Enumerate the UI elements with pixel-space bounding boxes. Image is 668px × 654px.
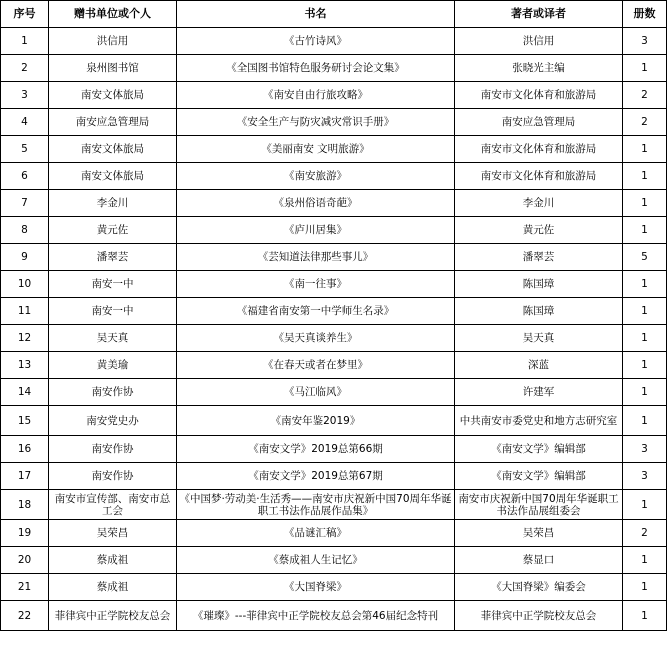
cell-donor: 蔡成祖	[49, 547, 177, 574]
cell-donor: 南安作协	[49, 463, 177, 490]
table-row	[1, 244, 667, 271]
cell-title: 《美丽南安 文明旅游》	[177, 136, 455, 163]
cell-author: 张晓光主编	[455, 55, 623, 82]
cell-title: 《吴天真谈养生》	[177, 325, 455, 352]
cell-title: 《品谜汇稿》	[177, 520, 455, 547]
cell-title: 《中国梦·劳动美·生活秀——南安市庆祝新中国70周年华诞职工书法作品展作品集》	[177, 490, 455, 520]
cell-count: 1	[623, 271, 667, 298]
cell-count: 1	[623, 190, 667, 217]
table-row	[1, 406, 667, 436]
cell-donor: 南安文体旅局	[49, 82, 177, 109]
cell-donor: 南安一中	[49, 271, 177, 298]
cell-seq: 3	[1, 82, 49, 109]
cell-title: 《福建省南安第一中学师生名录》	[177, 298, 455, 325]
cell-donor: 南安作协	[49, 436, 177, 463]
cell-seq: 21	[1, 574, 49, 601]
header-author: 著者或译者	[455, 1, 623, 28]
cell-donor: 菲律宾中正学院校友总会	[49, 601, 177, 631]
table-row	[1, 601, 667, 631]
header-count: 册数	[623, 1, 667, 28]
cell-seq: 10	[1, 271, 49, 298]
cell-count: 3	[623, 463, 667, 490]
cell-author: 南安市庆祝新中国70周年华诞职工书法作品展组委会	[455, 490, 623, 520]
table-row	[1, 352, 667, 379]
cell-title: 《泉州俗语奇葩》	[177, 190, 455, 217]
cell-donor: 蔡成祖	[49, 574, 177, 601]
cell-donor: 南安文体旅局	[49, 136, 177, 163]
cell-seq: 20	[1, 547, 49, 574]
cell-seq: 9	[1, 244, 49, 271]
cell-seq: 5	[1, 136, 49, 163]
cell-count: 1	[623, 406, 667, 436]
cell-title: 《蔡成祖人生记忆》	[177, 547, 455, 574]
cell-donor: 黄元佐	[49, 217, 177, 244]
cell-title: 《南安文学》2019总第66期	[177, 436, 455, 463]
table-row	[1, 520, 667, 547]
table-row	[1, 109, 667, 136]
cell-count: 2	[623, 520, 667, 547]
cell-count: 1	[623, 601, 667, 631]
cell-count: 1	[623, 163, 667, 190]
table-row	[1, 298, 667, 325]
cell-donor: 吴天真	[49, 325, 177, 352]
cell-seq: 16	[1, 436, 49, 463]
cell-author: 李金川	[455, 190, 623, 217]
table-row	[1, 136, 667, 163]
table-row	[1, 82, 667, 109]
cell-seq: 4	[1, 109, 49, 136]
cell-seq: 7	[1, 190, 49, 217]
cell-title: 《芸知道法律那些事儿》	[177, 244, 455, 271]
cell-seq: 17	[1, 463, 49, 490]
cell-seq: 1	[1, 28, 49, 55]
cell-count: 3	[623, 436, 667, 463]
table-row	[1, 325, 667, 352]
cell-author: 菲律宾中正学院校友总会	[455, 601, 623, 631]
cell-title: 《在春天或者在梦里》	[177, 352, 455, 379]
cell-author: 吴天真	[455, 325, 623, 352]
cell-title: 《马江临风》	[177, 379, 455, 406]
cell-title: 《璀璨》---菲律宾中正学院校友总会第46届纪念特刊	[177, 601, 455, 631]
table-row	[1, 190, 667, 217]
cell-author: 黄元佐	[455, 217, 623, 244]
cell-count: 1	[623, 298, 667, 325]
cell-seq: 2	[1, 55, 49, 82]
cell-title: 《南安自由行旅攻略》	[177, 82, 455, 109]
cell-seq: 11	[1, 298, 49, 325]
table-row	[1, 163, 667, 190]
cell-seq: 6	[1, 163, 49, 190]
table-row	[1, 574, 667, 601]
header-title: 书名	[177, 1, 455, 28]
cell-author: 《南安文学》编辑部	[455, 463, 623, 490]
cell-author: 《大国脊梁》编委会	[455, 574, 623, 601]
table-row	[1, 217, 667, 244]
cell-author: 吴荣昌	[455, 520, 623, 547]
cell-title: 《大国脊梁》	[177, 574, 455, 601]
cell-seq: 19	[1, 520, 49, 547]
cell-title: 《全国图书馆特色服务研讨会论文集》	[177, 55, 455, 82]
cell-seq: 22	[1, 601, 49, 631]
cell-count: 2	[623, 109, 667, 136]
header-seq: 序号	[1, 1, 49, 28]
cell-title: 《古竹诗风》	[177, 28, 455, 55]
cell-count: 1	[623, 379, 667, 406]
table-body	[1, 28, 667, 631]
cell-author: 中共南安市委党史和地方志研究室	[455, 406, 623, 436]
cell-donor: 南安应急管理局	[49, 109, 177, 136]
cell-seq: 8	[1, 217, 49, 244]
cell-title: 《安全生产与防灾减灾常识手册》	[177, 109, 455, 136]
cell-seq: 14	[1, 379, 49, 406]
cell-seq: 13	[1, 352, 49, 379]
cell-author: 深蓝	[455, 352, 623, 379]
table-row	[1, 436, 667, 463]
table-row	[1, 547, 667, 574]
table-row	[1, 379, 667, 406]
cell-count: 1	[623, 574, 667, 601]
table-row	[1, 55, 667, 82]
cell-count: 1	[623, 136, 667, 163]
cell-donor: 泉州图书馆	[49, 55, 177, 82]
cell-donor: 南安作协	[49, 379, 177, 406]
cell-count: 1	[623, 55, 667, 82]
cell-seq: 12	[1, 325, 49, 352]
cell-author: 南安市文化体育和旅游局	[455, 163, 623, 190]
cell-donor: 洪信用	[49, 28, 177, 55]
header-donor: 赠书单位或个人	[49, 1, 177, 28]
cell-title: 《南安年鉴2019》	[177, 406, 455, 436]
cell-count: 3	[623, 28, 667, 55]
cell-count: 5	[623, 244, 667, 271]
cell-donor: 吴荣昌	[49, 520, 177, 547]
cell-author: 陈国璋	[455, 271, 623, 298]
cell-author: 潘翠芸	[455, 244, 623, 271]
cell-count: 1	[623, 547, 667, 574]
cell-donor: 南安市宣传部、南安市总工会	[49, 490, 177, 520]
cell-seq: 18	[1, 490, 49, 520]
table-row	[1, 271, 667, 298]
cell-author: 蔡显口	[455, 547, 623, 574]
cell-author: 许建军	[455, 379, 623, 406]
cell-count: 1	[623, 490, 667, 520]
cell-donor: 潘翠芸	[49, 244, 177, 271]
cell-count: 1	[623, 217, 667, 244]
table-row	[1, 463, 667, 490]
cell-count: 2	[623, 82, 667, 109]
cell-author: 南安市文化体育和旅游局	[455, 136, 623, 163]
cell-donor: 南安党史办	[49, 406, 177, 436]
cell-count: 1	[623, 325, 667, 352]
cell-author: 《南安文学》编辑部	[455, 436, 623, 463]
cell-count: 1	[623, 352, 667, 379]
cell-title: 《庐川居集》	[177, 217, 455, 244]
header-row	[1, 1, 667, 28]
cell-author: 陈国璋	[455, 298, 623, 325]
cell-donor: 李金川	[49, 190, 177, 217]
cell-author: 南安应急管理局	[455, 109, 623, 136]
cell-title: 《南安旅游》	[177, 163, 455, 190]
cell-title: 《南一往事》	[177, 271, 455, 298]
cell-donor: 南安文体旅局	[49, 163, 177, 190]
cell-donor: 南安一中	[49, 298, 177, 325]
table-row	[1, 490, 667, 520]
cell-seq: 15	[1, 406, 49, 436]
table-row	[1, 28, 667, 55]
cell-author: 南安市文化体育和旅游局	[455, 82, 623, 109]
cell-donor: 黄美瑜	[49, 352, 177, 379]
cell-author: 洪信用	[455, 28, 623, 55]
cell-title: 《南安文学》2019总第67期	[177, 463, 455, 490]
